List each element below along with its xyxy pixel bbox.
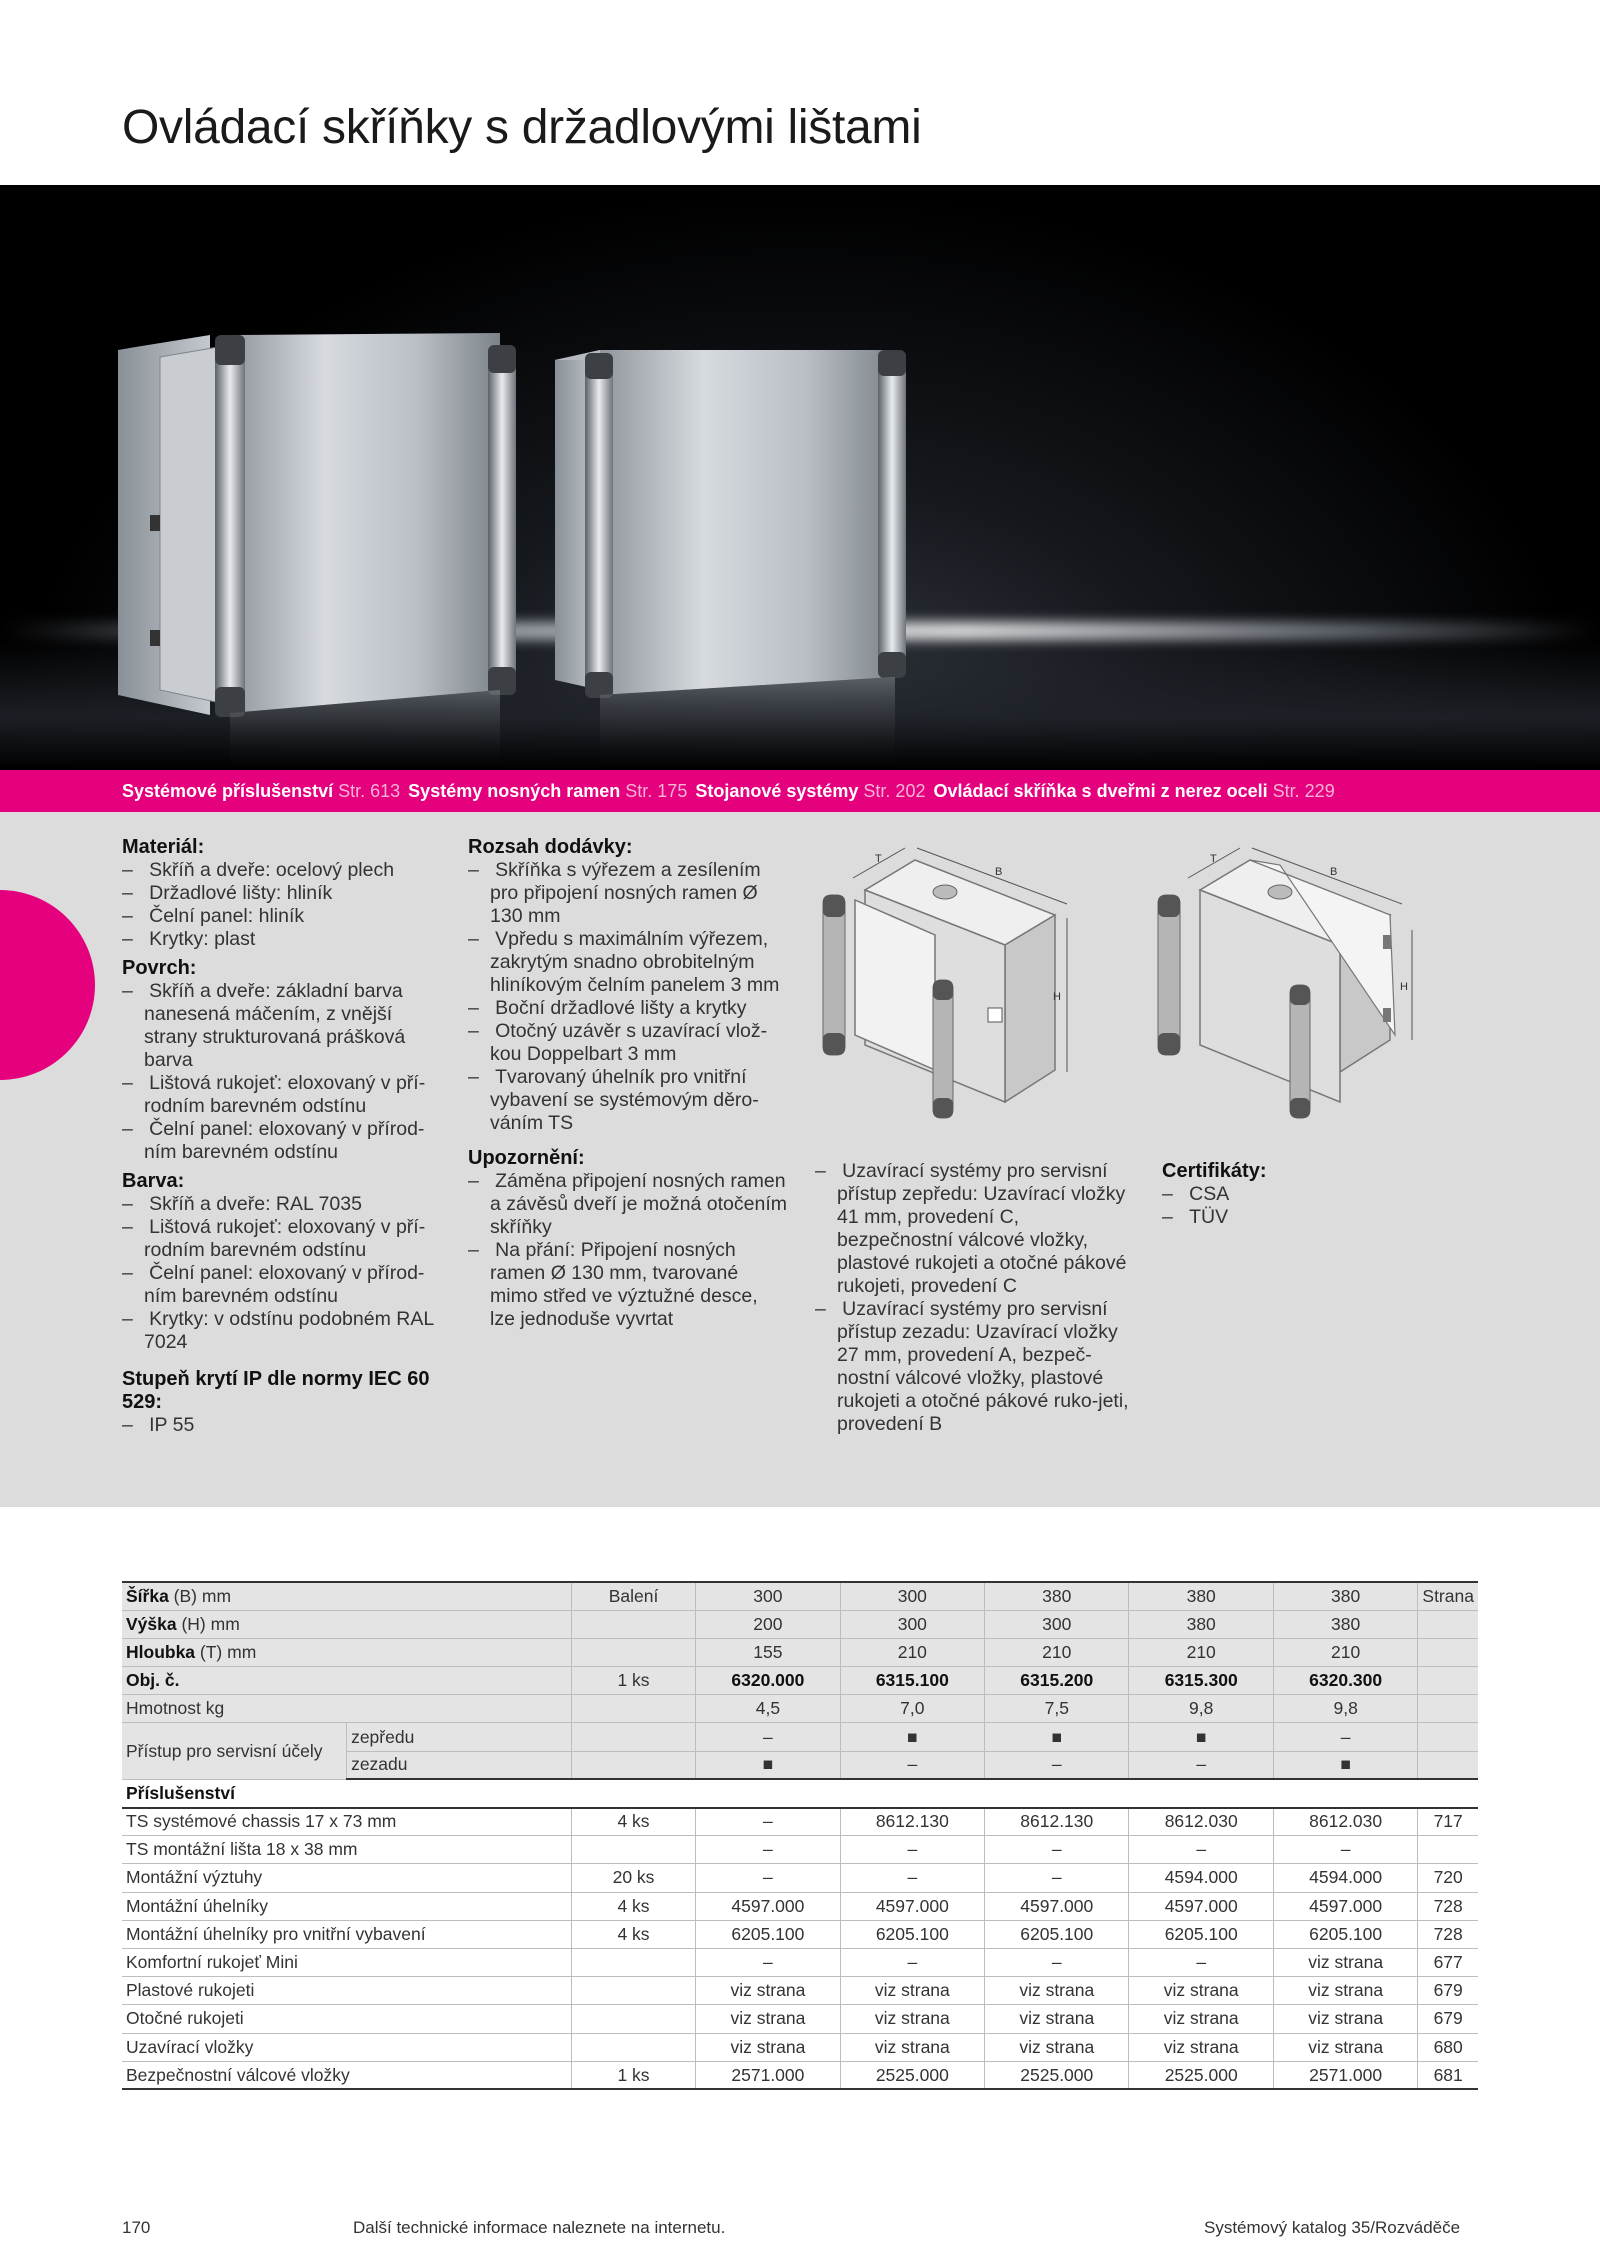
info-column-4 (1162, 1160, 1462, 1229)
pack-cell (571, 2005, 695, 2033)
page-cell: 679 (1418, 2005, 1478, 2033)
table-row (122, 1948, 1478, 1976)
table-row (122, 1667, 1478, 1695)
list-item: – TÜV (1162, 1206, 1462, 1229)
value-cell: viz strana (1273, 1977, 1417, 2005)
technical-data-table (122, 1581, 1478, 2090)
accessory-label: Komfortní rukojeť Mini (122, 1948, 571, 1976)
info-column-2 (468, 836, 788, 1331)
value-cell: 9,8 (1273, 1695, 1417, 1723)
value-cell: – (696, 1836, 840, 1864)
value-cell: 6205.100 (985, 1920, 1129, 1948)
pack-cell: 20 ks (571, 1864, 695, 1892)
value-cell: 300 (696, 1582, 840, 1610)
certificates-list (1162, 1183, 1462, 1229)
table-row (122, 1723, 1478, 1751)
value-cell: 6315.300 (1129, 1667, 1273, 1695)
value-cell: 300 (840, 1582, 984, 1610)
notice-heading: Upozornění: (468, 1147, 585, 1169)
pack-cell (571, 1948, 695, 1976)
value-cell: 4597.000 (1129, 1892, 1273, 1920)
value-cell: viz strana (840, 2005, 984, 2033)
certificates-heading: Certifikáty: (1162, 1160, 1267, 1182)
value-cell: viz strana (985, 2005, 1129, 2033)
value-cell: – (696, 1948, 840, 1976)
row-label-bold: Obj. č. (126, 1670, 180, 1691)
list-item: – Lištová rukojeť: eloxovaný v pří-rodním barevném odstínu (122, 1072, 442, 1118)
table-row (122, 1610, 1478, 1638)
table-row (122, 1836, 1478, 1864)
ip-list (122, 1414, 442, 1437)
value-cell: 210 (840, 1638, 984, 1666)
accessories-heading: Příslušenství (122, 1779, 1478, 1807)
service-direction: zezadu (347, 1751, 572, 1779)
list-item: – Skříň a dveře: RAL 7035 (122, 1193, 442, 1216)
value-cell: 300 (985, 1610, 1129, 1638)
value-cell: 6320.300 (1273, 1667, 1417, 1695)
table-row (122, 1977, 1478, 2005)
list-item: – CSA (1162, 1183, 1462, 1206)
pack-cell: 4 ks (571, 1920, 695, 1948)
value-cell: viz strana (1129, 1977, 1273, 2005)
value-cell: 380 (985, 1582, 1129, 1610)
diagram-label-h: H (1400, 981, 1408, 993)
table-row (122, 2033, 1478, 2061)
row-label-unit: (T) mm (195, 1641, 257, 1662)
value-cell: viz strana (985, 2033, 1129, 2061)
accessory-label: Otočné rukojeti (122, 2005, 571, 2033)
value-cell: – (985, 1751, 1129, 1779)
value-cell: 8612.030 (1129, 1808, 1273, 1836)
value-cell: 6205.100 (840, 1920, 984, 1948)
list-item: – Krytky: plast (122, 928, 442, 951)
row-label (122, 1610, 571, 1638)
footer-catalog: Systémový katalog 35/Rozváděče (1204, 2218, 1461, 2237)
value-cell: 4594.000 (1129, 1864, 1273, 1892)
diagram-label-b: B (1330, 866, 1338, 878)
value-cell: 210 (985, 1638, 1129, 1666)
table-row (122, 1808, 1478, 1836)
row-label-bold: Hloubka (126, 1641, 196, 1662)
pack-cell: Balení (571, 1582, 695, 1610)
page-cell: Strana (1418, 1582, 1478, 1610)
list-item: – Uzavírací systémy pro servisní přístup zezadu: Uzavírací vložky 27 mm, provedení A, bezpeč-nostní válcové vložky, plastové rukojeti a otočné pákové ruko-jeti, provedení B (815, 1298, 1135, 1436)
locking-list (815, 1160, 1135, 1436)
page-cell: 679 (1418, 1977, 1478, 2005)
page-cell: 728 (1418, 1892, 1478, 1920)
row-label-bold: Výška (126, 1613, 177, 1634)
list-item: – Lištová rukojeť: eloxovaný v pří-rodním barevném odstínu (122, 1216, 442, 1262)
value-cell: 210 (1129, 1638, 1273, 1666)
value-cell: ■ (1273, 1751, 1417, 1779)
value-cell: 380 (1273, 1610, 1417, 1638)
value-cell: 200 (696, 1610, 840, 1638)
row-label (122, 1582, 571, 1610)
value-cell: 380 (1273, 1582, 1417, 1610)
color-list (122, 1193, 442, 1354)
service-direction: zepředu (347, 1723, 572, 1751)
list-item: – IP 55 (122, 1414, 442, 1437)
value-cell: viz strana (1129, 2033, 1273, 2061)
diagram-label-b: B (995, 866, 1003, 878)
page-cell: 677 (1418, 1948, 1478, 1976)
value-cell: 6205.100 (1129, 1920, 1273, 1948)
pack-cell (571, 1638, 695, 1666)
page-cell (1418, 1695, 1478, 1723)
table-row (122, 1695, 1478, 1723)
notice-list (468, 1170, 788, 1331)
value-cell: 7,5 (985, 1695, 1129, 1723)
pack-cell: 4 ks (571, 1808, 695, 1836)
list-item: – Čelní panel: eloxovaný v přírod-ním barevném odstínu (122, 1262, 442, 1308)
value-cell: – (1129, 1751, 1273, 1779)
diagram-label-t: T (875, 853, 882, 865)
value-cell: – (985, 1948, 1129, 1976)
list-item: – Držadlové lišty: hliník (122, 882, 442, 905)
page-cell: 681 (1418, 2061, 1478, 2089)
pack-cell (571, 1723, 695, 1751)
accessory-label: Plastové rukojeti (122, 1977, 571, 2005)
dimension-diagram-rear (1150, 840, 1450, 1120)
value-cell: – (696, 1808, 840, 1836)
page-cell (1418, 1667, 1478, 1695)
list-item: – Čelní panel: eloxovaný v přírod-ním barevném odstínu (122, 1118, 442, 1164)
material-list (122, 859, 442, 951)
value-cell: 6320.000 (696, 1667, 840, 1695)
value-cell: 8612.130 (840, 1808, 984, 1836)
value-cell: 4,5 (696, 1695, 840, 1723)
value-cell: 300 (840, 1610, 984, 1638)
list-item: – Skříň a dveře: základní barva nanesená máčením, z vnější strany strukturovaná prášková barva (122, 980, 442, 1072)
list-item: – Tvarovaný úhelník pro vnitřní vybavení se systémovým děro-váním TS (468, 1066, 788, 1135)
page-cell (1418, 1836, 1478, 1864)
value-cell: 2571.000 (1273, 2061, 1417, 2089)
value-cell: – (696, 1864, 840, 1892)
pack-cell (571, 1751, 695, 1779)
scope-list (468, 859, 788, 1135)
acc-link-support-arm[interactable]: Systémy nosných ramen Str. 175 (408, 780, 688, 801)
value-cell: viz strana (696, 2005, 840, 2033)
value-cell: 4597.000 (840, 1892, 984, 1920)
page-cell (1418, 1723, 1478, 1751)
surface-heading: Povrch: (122, 957, 197, 979)
value-cell: ■ (1129, 1723, 1273, 1751)
value-cell: 6205.100 (696, 1920, 840, 1948)
pack-cell (571, 1977, 695, 2005)
page-cell (1418, 1638, 1478, 1666)
enclosures-image (0, 185, 1600, 770)
list-item: – Čelní panel: hliník (122, 905, 442, 928)
value-cell: viz strana (840, 2033, 984, 2061)
table-row (122, 1582, 1478, 1610)
page-cell (1418, 1751, 1478, 1779)
value-cell: 9,8 (1129, 1695, 1273, 1723)
color-heading: Barva: (122, 1170, 185, 1192)
value-cell: – (840, 1864, 984, 1892)
page-cell: 728 (1418, 1920, 1478, 1948)
value-cell: viz strana (696, 1977, 840, 2005)
page-cell: 680 (1418, 2033, 1478, 2061)
row-label-unit: Hmotnost kg (126, 1698, 225, 1719)
value-cell: viz strana (1129, 2005, 1273, 2033)
material-heading: Materiál: (122, 836, 205, 858)
pack-cell: 1 ks (571, 1667, 695, 1695)
row-label (122, 1695, 571, 1723)
value-cell: 4597.000 (1273, 1892, 1417, 1920)
value-cell: 6315.100 (840, 1667, 984, 1695)
ip-heading: Stupeň krytí IP dle normy IEC 60 529: (122, 1368, 430, 1413)
value-cell: 4597.000 (985, 1892, 1129, 1920)
value-cell: viz strana (985, 1977, 1129, 2005)
diagram-label-h: H (1053, 991, 1061, 1003)
value-cell: – (840, 1751, 984, 1779)
value-cell: viz strana (696, 2033, 840, 2061)
table-row (122, 1864, 1478, 1892)
value-cell: 210 (1273, 1638, 1417, 1666)
value-cell: viz strana (1273, 1948, 1417, 1976)
value-cell: viz strana (840, 1977, 984, 2005)
accessory-label: Uzavírací vložky (122, 2033, 571, 2061)
acc-link-pedestal[interactable]: Stojanové systémy Str. 202 (695, 780, 926, 801)
info-column-3 (815, 1160, 1135, 1436)
acc-link-stainless[interactable]: Ovládací skříňka s dveřmi z nerez oceli Str. 229 (933, 780, 1335, 801)
accessory-label: Bezpečnostní válcové vložky (122, 2061, 571, 2089)
page-cell: 717 (1418, 1808, 1478, 1836)
table-row (122, 1638, 1478, 1666)
accessory-label: Montážní úhelníky pro vnitřní vybavení (122, 1920, 571, 1948)
value-cell: – (1273, 1723, 1417, 1751)
pack-cell (571, 1695, 695, 1723)
value-cell: – (840, 1948, 984, 1976)
value-cell: – (696, 1723, 840, 1751)
value-cell: 8612.030 (1273, 1808, 1417, 1836)
info-column-1 (122, 836, 442, 1437)
accessories-bar (0, 770, 1600, 812)
accessory-label: Montážní výztuhy (122, 1864, 571, 1892)
page-cell (1418, 1610, 1478, 1638)
value-cell: – (1273, 1836, 1417, 1864)
value-cell: viz strana (1273, 2033, 1417, 2061)
value-cell: 4597.000 (696, 1892, 840, 1920)
pack-cell: 1 ks (571, 2061, 695, 2089)
service-access-label: Přístup pro servisní účely (122, 1723, 347, 1779)
list-item: – Otočný uzávěr s uzavírací vlož-kou Doppelbart 3 mm (468, 1020, 788, 1066)
value-cell: 2525.000 (985, 2061, 1129, 2089)
list-item: – Záměna připojení nosných ramen a závěsů dveří je možná otočením skříňky (468, 1170, 788, 1239)
value-cell: – (985, 1836, 1129, 1864)
list-item: – Uzavírací systémy pro servisní přístup zepředu: Uzavírací vložky 41 mm, provedení C, bezpečnostní válcové vložky, plastové rukojeti a otočné pákové rukojeti, provedení C (815, 1160, 1135, 1298)
pack-cell (571, 1836, 695, 1864)
value-cell: 155 (696, 1638, 840, 1666)
table-row (122, 2061, 1478, 2089)
value-cell: ■ (696, 1751, 840, 1779)
value-cell: – (1129, 1948, 1273, 1976)
row-label-unit: (H) mm (176, 1613, 240, 1634)
value-cell: 6205.100 (1273, 1920, 1417, 1948)
list-item: – Na přání: Připojení nosných ramen Ø 130 mm, tvarované mimo střed ve výztužné desce, lze jednoduše vyvrtat (468, 1239, 788, 1331)
row-label-bold: Šířka (126, 1585, 169, 1606)
value-cell: 8612.130 (985, 1808, 1129, 1836)
value-cell: – (840, 1836, 984, 1864)
list-item: – Skříňka s výřezem a zesílením pro připojení nosných ramen Ø 130 mm (468, 859, 788, 928)
page-cell: 720 (1418, 1864, 1478, 1892)
value-cell: – (1129, 1836, 1273, 1864)
value-cell: 380 (1129, 1610, 1273, 1638)
list-item: – Boční držadlové lišty a krytky (468, 997, 788, 1020)
row-label (122, 1638, 571, 1666)
page-title: Ovládací skříňky s držadlovými lištami (122, 101, 922, 154)
product-photo (0, 185, 1600, 770)
list-item: – Krytky: v odstínu podobném RAL 7024 (122, 1308, 442, 1354)
value-cell: – (985, 1864, 1129, 1892)
dimension-diagram-front (805, 840, 1105, 1120)
value-cell: 4594.000 (1273, 1864, 1417, 1892)
value-cell: ■ (840, 1723, 984, 1751)
scope-heading: Rozsah dodávky: (468, 836, 633, 858)
pack-cell (571, 2033, 695, 2061)
value-cell: 2571.000 (696, 2061, 840, 2089)
accessory-label: TS montážní lišta 18 x 38 mm (122, 1836, 571, 1864)
value-cell: 2525.000 (1129, 2061, 1273, 2089)
table-row (122, 1920, 1478, 1948)
table-row (122, 1892, 1478, 1920)
list-item: – Skříň a dveře: ocelový plech (122, 859, 442, 882)
acc-link-system-accessories[interactable]: Systémové příslušenství Str. 613 (122, 780, 401, 801)
value-cell: 7,0 (840, 1695, 984, 1723)
table-row (122, 1779, 1478, 1807)
page-number: 170 (122, 2218, 151, 2237)
pack-cell: 4 ks (571, 1892, 695, 1920)
footer-note: Další technické informace naleznete na internetu. (353, 2218, 726, 2237)
list-item: – Vpředu s maximálním výřezem, zakrytým snadno obrobitelným hliníkovým čelním panelem 3 mm (468, 928, 788, 997)
pack-cell (571, 1610, 695, 1638)
surface-list (122, 980, 442, 1164)
value-cell: viz strana (1273, 2005, 1417, 2033)
accessory-label: Montážní úhelníky (122, 1892, 571, 1920)
value-cell: ■ (985, 1723, 1129, 1751)
diagram-label-t: T (1210, 853, 1217, 865)
value-cell: 6315.200 (985, 1667, 1129, 1695)
value-cell: 380 (1129, 1582, 1273, 1610)
row-label (122, 1667, 571, 1695)
row-label-unit: (B) mm (168, 1585, 232, 1606)
table-row (122, 2005, 1478, 2033)
accessory-label: TS systémové chassis 17 x 73 mm (122, 1808, 571, 1836)
value-cell: 2525.000 (840, 2061, 984, 2089)
